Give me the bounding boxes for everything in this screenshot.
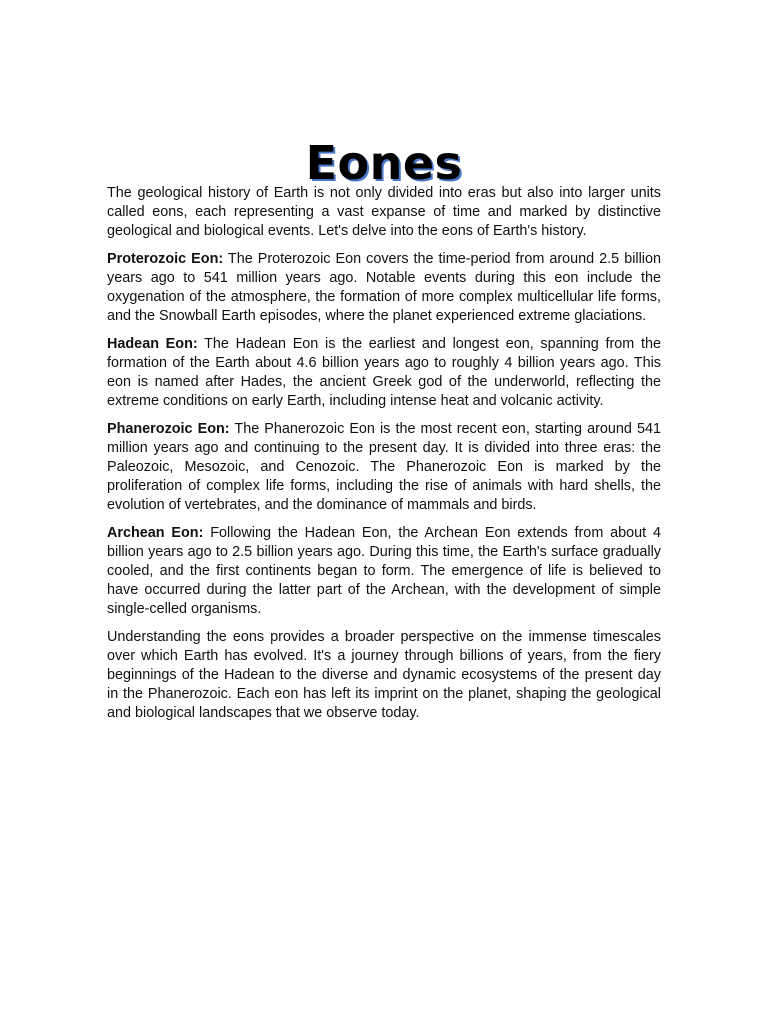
- section-label: Phanerozoic Eon:: [107, 421, 230, 437]
- section-text: The Proterozoic Eon covers the time-period from around 2.5 billion years ago to 541 million years ago. Notable events during this eon include the oxygenation of the atmosphere, the formation of more complex multicellular life forms, and the Snowball Earth episodes, where the planet experienced extreme glaciations.: [107, 251, 661, 324]
- page-title: Eones: [305, 135, 463, 190]
- section-text: The Phanerozoic Eon is the most recent eon, starting around 541 million years ago and continuing to the present day. It is divided into three eras: the Paleozoic, Mesozoic, and Cenozoic. The Phanerozoic Eon is marked by the proliferation of complex life forms, including the rise of animals with hard shells, the evolution of vertebrates, and the dominance of mammals and birds.: [107, 421, 661, 513]
- section-label: Hadean Eon:: [107, 336, 198, 352]
- section-proterozoic: [107, 250, 661, 326]
- intro-paragraph: The geological history of Earth is not only divided into eras but also into larger units called eons, each representing a vast expanse of time and marked by distinctive geological and biological events. Let's delve into the eons of Earth's history.: [107, 185, 661, 239]
- conclusion-paragraph: Understanding the eons provides a broader perspective on the immense timescales over which Earth has evolved. It's a journey through billions of years, from the fiery beginnings of the Hadean to the diverse and dynamic ecosystems of the present day in the Phanerozoic. Each eon has left its imprint on the planet, shaping the geological and biological landscapes that we observe today.: [107, 629, 661, 721]
- section-text: The Hadean Eon is the earliest and longest eon, spanning from the formation of the Earth about 4.6 billion years ago to roughly 4 billion years ago. This eon is named after Hades, the ancient Greek god of the underworld, reflecting the extreme conditions on early Earth, including intense heat and volcanic activity.: [107, 336, 661, 409]
- section-label: Archean Eon:: [107, 525, 204, 541]
- section-text: Following the Hadean Eon, the Archean Eon extends from about 4 billion years ago to 2.5 billion years ago. During this time, the Earth's surface gradually cooled, and the first continents began to form. The emergence of life is believed to have occurred during the latter part of the Archean, with the development of simple single-celled organisms.: [107, 525, 661, 617]
- section-archean: [107, 524, 661, 619]
- section-label: Proterozoic Eon:: [107, 251, 224, 267]
- document-body: [107, 184, 661, 732]
- section-phanerozoic: [107, 420, 661, 515]
- section-hadean: [107, 335, 661, 411]
